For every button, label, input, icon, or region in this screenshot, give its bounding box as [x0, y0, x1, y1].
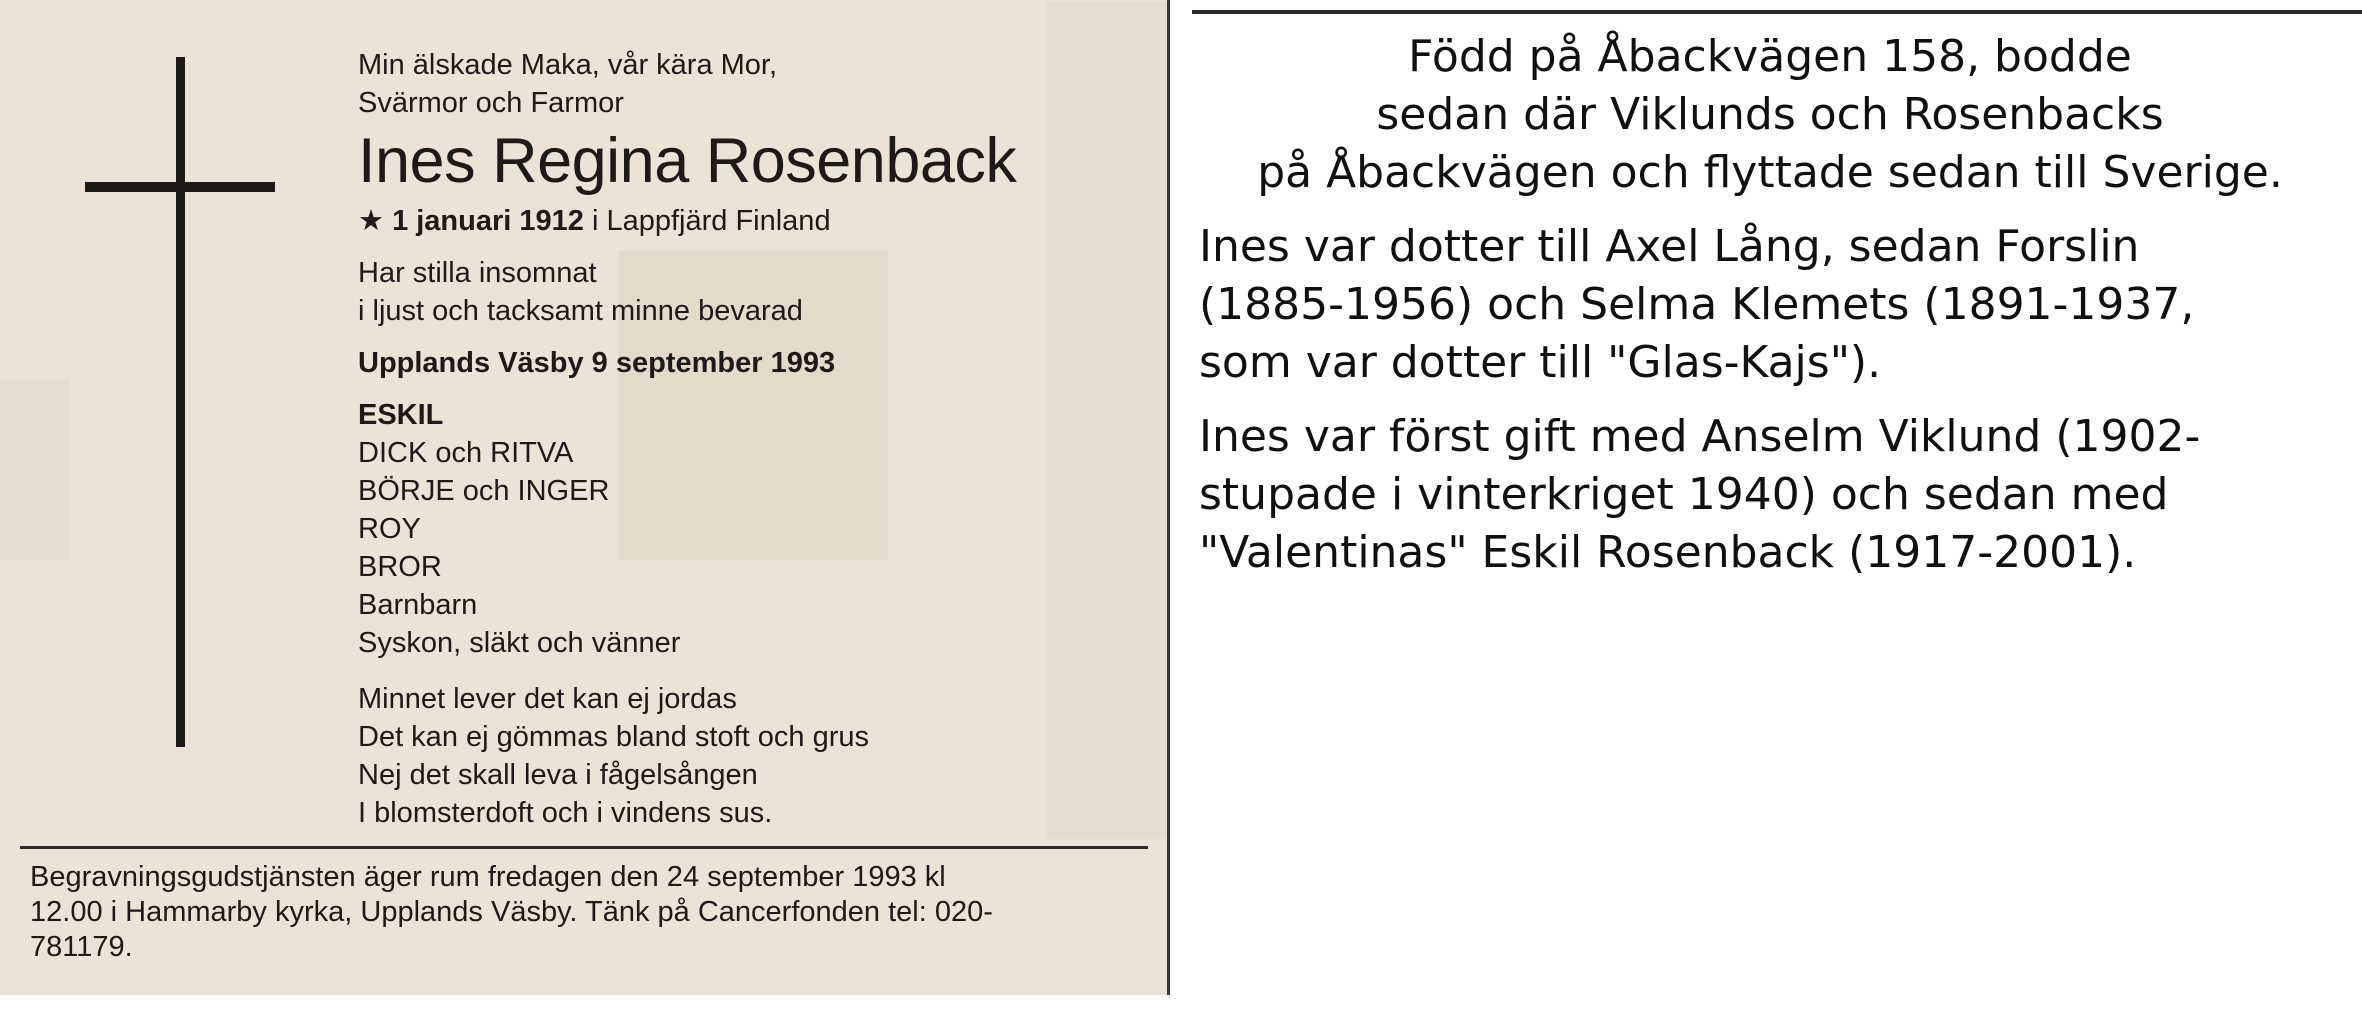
birth-date: 1 januari 1912 — [392, 205, 584, 237]
mourner-item: BROR — [358, 551, 442, 583]
poem-line: Det kan ej gömmas bland stoft och grus — [358, 721, 869, 753]
paragraph-line: Ines var först gift med Anselm Viklund (1902- — [1199, 411, 2201, 462]
heading-line: Född på Åbackvägen 158, bodde — [1408, 31, 2132, 82]
cross-icon — [176, 57, 185, 747]
funeral-service-notice — [30, 860, 1158, 965]
deceased-name: Ines Regina Rosenback — [358, 126, 1017, 196]
greeting-line-2: Svärmor och Farmor — [358, 87, 624, 119]
heading-line: på Åbackvägen och flyttade sedan till Sverige. — [1257, 147, 2283, 198]
caption-heading — [1185, 28, 2355, 202]
poem — [358, 680, 1098, 832]
greeting-line-1: Min älskade Maka, vår kära Mor, — [358, 49, 778, 81]
caption-top-rule — [1192, 10, 2362, 14]
star-icon: ★ — [358, 205, 384, 237]
mourner-item: Barnbarn — [358, 589, 478, 621]
birth-place: i Lappfjärd Finland — [591, 205, 831, 237]
mourner-item: ESKIL — [358, 399, 444, 431]
service-line: Begravningsgudstjänsten äger rum fredagen den 24 september 1993 kl — [30, 861, 946, 893]
cross-icon-bar — [85, 182, 275, 192]
birth-line — [358, 202, 1098, 240]
poem-line: Minnet lever det kan ej jordas — [358, 683, 737, 715]
mourner-item: Syskon, släkt och vänner — [358, 627, 681, 659]
biography-caption — [1185, 28, 2355, 582]
divider — [20, 846, 1148, 849]
death-line: Upplands Väsby 9 september 1993 — [358, 347, 836, 379]
mourner-item: BÖRJE och INGER — [358, 475, 610, 507]
paragraph-line: "Valentinas" Eskil Rosenback (1917-2001). — [1199, 527, 2137, 578]
paragraph-line: som var dotter till "Glas-Kajs"). — [1199, 337, 1882, 388]
mourner-item: DICK och RITVA — [358, 437, 574, 469]
obituary-clipping — [0, 0, 1170, 995]
obituary-notice — [358, 46, 1098, 832]
mourners-list — [358, 396, 1098, 662]
poem-line: I blomsterdoft och i vindens sus. — [358, 797, 773, 829]
paragraph-line: Ines var dotter till Axel Lång, sedan Forslin — [1199, 221, 2140, 272]
mourner-item: ROY — [358, 513, 421, 545]
parents-paragraph — [1185, 218, 2355, 392]
service-line: 781179. — [30, 931, 133, 963]
marriage-paragraph — [1185, 408, 2355, 582]
passed-line-1: Har stilla insomnat — [358, 257, 597, 289]
paragraph-line: stupade i vinterkriget 1940) och sedan med — [1199, 469, 2169, 520]
paragraph-line: (1885-1956) och Selma Klemets (1891-1937, — [1199, 279, 2195, 330]
heading-line: sedan där Viklunds och Rosenbacks — [1376, 89, 2164, 140]
passed-line-2: i ljust och tacksamt minne bevarad — [358, 295, 803, 327]
poem-line: Nej det skall leva i fågelsången — [358, 759, 758, 791]
service-line: 12.00 i Hammarby kyrka, Upplands Väsby. Tänk på Cancerfonden tel: 020- — [30, 896, 993, 928]
